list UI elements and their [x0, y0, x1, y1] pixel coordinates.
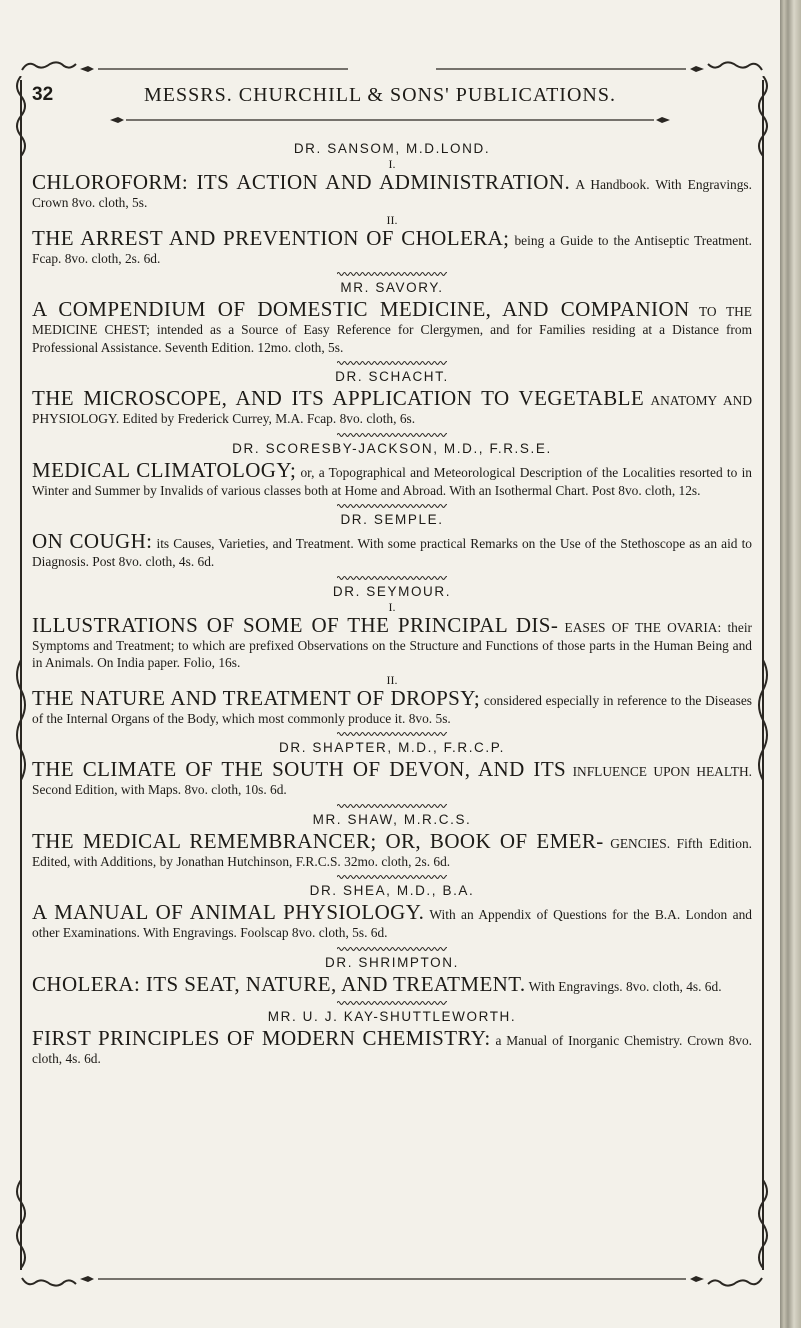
book-description: ANATOMY AND PHYSIOLOGY. Edited by Frederick Currey, M.A. Fcap. 8vo. cloth, 6s.: [32, 393, 752, 426]
book-description: its Causes, Varieties, and Treatment. With some practical Remarks on the Use of the Stethoscope as an aid to Diagnosis. Post 8vo. cloth, 4s. 6d.: [32, 536, 752, 569]
publication-entry: [32, 386, 752, 428]
author-section: [32, 575, 752, 728]
wavy-divider: [337, 946, 447, 952]
author-name: DR. SCORESBY-JACKSON, M.D., F.R.S.E.: [232, 440, 552, 456]
author-name: DR. SEYMOUR.: [332, 583, 452, 599]
entry-numeral: II.: [386, 672, 398, 687]
book-description: With Engravings. 8vo. cloth, 4s. 6d.: [525, 978, 722, 994]
book-description: EASES OF THE OVARIA: their Symptoms and Treatment; to which are prefixed Observations on the Structure and Functions of those parts in the Human Being and in Animals. On India paper. Folio, 16s.: [32, 619, 752, 670]
book-description: being a Guide to the Antiseptic Treatment. Fcap. 8vo. cloth, 2s. 6d.: [32, 232, 752, 266]
entry-numeral: I.: [388, 157, 396, 171]
side-ornament-right-middle: [752, 660, 774, 780]
author-section: [32, 503, 752, 571]
publication-entry: [32, 972, 752, 996]
author-name: MR. U. J. KAY-SHUTTLEWORTH.: [267, 1008, 517, 1024]
publication-entry: [32, 900, 752, 942]
author-section: [32, 803, 752, 871]
author-section: [32, 271, 752, 356]
running-head-title: MESSRS. CHURCHILL & SONS' PUBLICATIONS.: [144, 84, 616, 106]
book-title: THE NATURE AND TREATMENT OF DROPSY;: [32, 685, 481, 710]
page-edge: [780, 0, 801, 1328]
book-title: CHOLERA: ITS SEAT, NATURE, AND TREATMENT.: [32, 971, 526, 996]
page-number: 32: [32, 84, 54, 105]
publication-entry: [32, 1026, 752, 1068]
publication-list: [32, 138, 752, 1069]
book-description: GENCIES. Fifth Edition. Edited, with Additions, by Jonathan Hutchinson, F.R.C.S. 32mo. cloth, 2s. 6d.: [32, 835, 752, 869]
book-description: A Handbook. With Engravings. Crown 8vo. cloth, 5s.: [32, 177, 752, 210]
publication-entry: [32, 757, 752, 799]
publication-entry: [32, 613, 752, 672]
book-title: FIRST PRINCIPLES OF MODERN CHEMISTRY:: [32, 1025, 491, 1050]
wavy-divider: [337, 432, 447, 438]
book-title: THE MICROSCOPE, AND ITS APPLICATION TO VEGETABLE: [32, 386, 645, 410]
book-title: ILLUSTRATIONS OF SOME OF THE PRINCIPAL DIS-: [32, 612, 559, 637]
publication-entry: [32, 226, 752, 268]
publication-entry: [32, 686, 752, 728]
entry-numeral: I.: [388, 599, 396, 614]
wavy-divider: [337, 360, 447, 366]
book-description: or, a Topographical and Meteorological Description of the Localities resorted to in Winter and Summer by Invalids of various classes both at Home and Abroad. With an Isothermal Chart. Post 8vo. cloth, 12s.: [32, 464, 753, 498]
author-name: MR. SHAW, M.R.C.S.: [312, 811, 472, 827]
publication-entry: [32, 829, 752, 871]
book-title: A MANUAL OF ANIMAL PHYSIOLOGY.: [32, 900, 425, 924]
side-ornament-left-middle: [10, 660, 32, 780]
book-description: INFLUENCE UPON HEALTH. Second Edition, with Maps. 8vo. cloth, 10s. 6d.: [32, 764, 752, 797]
side-ornament-left-bottom: [10, 1180, 32, 1270]
book-title: MEDICAL CLIMATOLOGY;: [32, 457, 297, 482]
entry-numeral: II.: [386, 212, 398, 227]
author-name: DR. SCHACHT.: [335, 369, 449, 384]
book-title: ON COUGH:: [32, 529, 153, 553]
book-title: THE CLIMATE OF THE SOUTH OF DEVON, AND ITS: [32, 757, 567, 781]
publication-entry: [32, 297, 752, 356]
wavy-divider: [337, 575, 447, 581]
author-section: [32, 1000, 752, 1068]
author-name: DR. SHAPTER, M.D., F.R.C.P.: [279, 740, 505, 755]
author-section: [32, 946, 752, 996]
book-title: CHLOROFORM: ITS ACTION AND ADMINISTRATION.: [32, 170, 571, 194]
wavy-divider: [337, 1000, 447, 1006]
wavy-divider: [337, 271, 447, 277]
side-ornament-right-bottom: [752, 1180, 774, 1270]
head-rule: [110, 115, 670, 125]
wavy-divider: [337, 503, 447, 509]
book-title: THE MEDICAL REMEMBRANCER; OR, BOOK OF EMER-: [32, 828, 604, 853]
author-section: [32, 731, 752, 799]
author-name: DR. SEMPLE.: [340, 512, 444, 527]
wavy-divider: [337, 731, 447, 737]
publication-entry: [32, 170, 752, 212]
book-title: A COMPENDIUM OF DOMESTIC MEDICINE, AND COMPANION: [32, 297, 690, 321]
wavy-divider: [337, 874, 447, 880]
publication-entry: [32, 458, 752, 500]
book-description: a Manual of Inorganic Chemistry. Crown 8vo. cloth, 4s. 6d.: [32, 1032, 753, 1066]
publication-entry: [32, 529, 752, 571]
author-section: [32, 874, 752, 942]
running-head: [0, 84, 780, 114]
wavy-divider: [337, 803, 447, 809]
book-description: With an Appendix of Questions for the B.A. London and other Examinations. With Engravings. Foolscap 8vo. cloth, 5s. 6d.: [32, 907, 752, 940]
author-section: [32, 141, 752, 267]
author-name: DR. SHEA, M.D., B.A.: [309, 883, 475, 898]
top-ornament: [18, 60, 766, 80]
author-name: DR. SHRIMPTON.: [325, 954, 459, 970]
book-description: considered especially in reference to the Diseases of the Internal Organs of the Body, which most commonly produce it. 8vo. 5s.: [32, 692, 752, 726]
book-title: THE ARREST AND PREVENTION OF CHOLERA;: [32, 225, 510, 250]
book-description: TO THE MEDICINE CHEST; intended as a Source of Easy Reference for Clergymen, and for Families residing at a Distance from Professional Assistance. Seventh Edition. 12mo. cloth, 5s.: [32, 304, 752, 355]
author-section: [32, 360, 752, 428]
author-name: DR. SANSOM, M.D.LOND.: [293, 141, 491, 156]
bottom-ornament: [18, 1268, 766, 1288]
author-name: MR. SAVORY.: [340, 280, 444, 295]
author-section: [32, 432, 752, 500]
